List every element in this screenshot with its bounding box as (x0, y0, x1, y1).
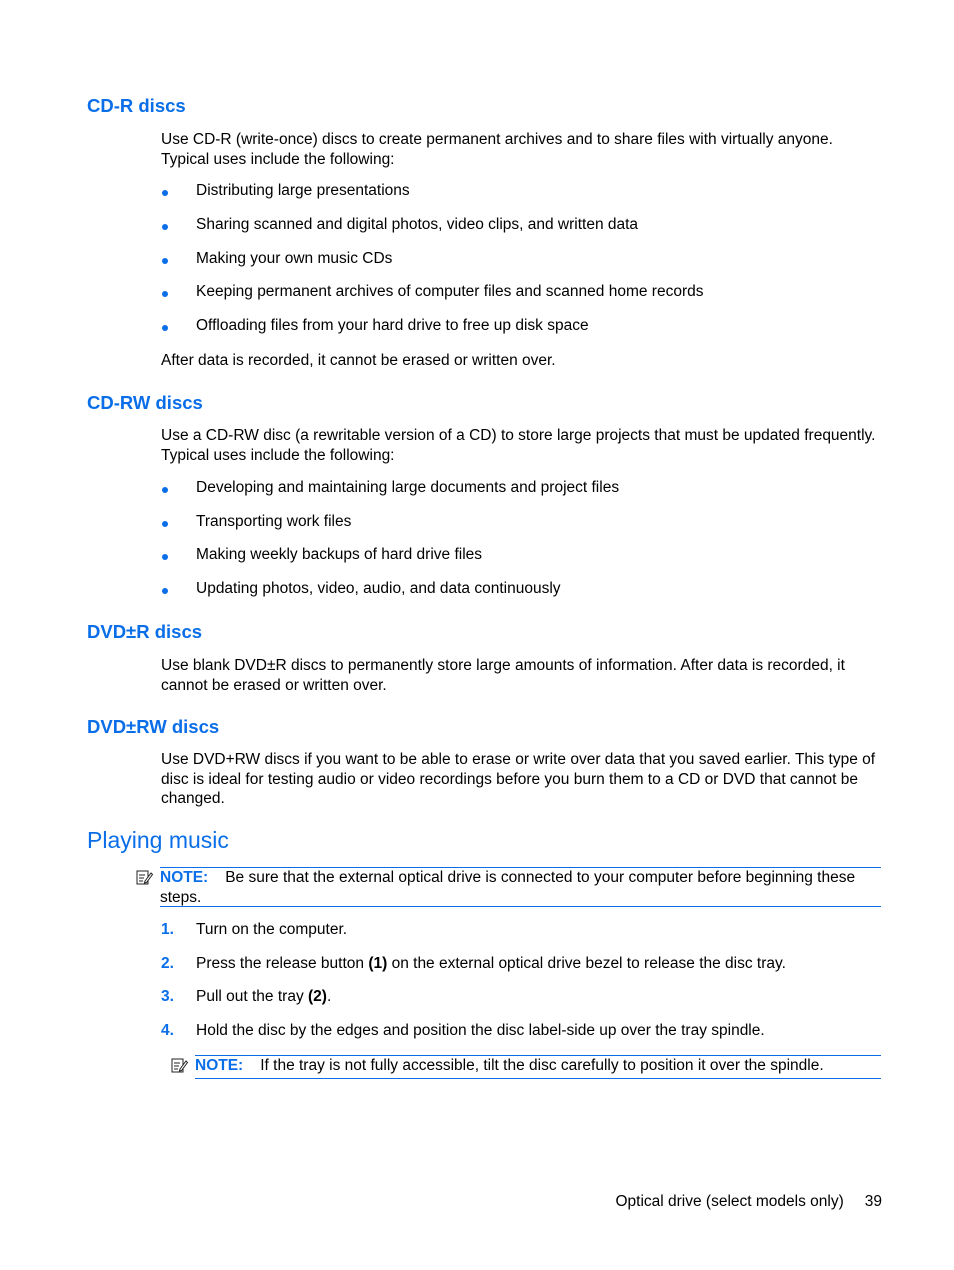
bullet-icon (162, 190, 168, 196)
bullet-icon (162, 487, 168, 493)
dvdr-heading: DVD±R discs (87, 621, 203, 642)
document-page: CD-R discs Use CD-R (write-once) discs to create permanent archives and to share files with virtually anyone. Typical uses include the following: Distributing large presentations Sharing scanned and digital photos, video clips, and written data Making your own music CDs Keeping permanent archives of computer files and scanned home records Offloading files from your hard drive to free up disk space After data is recorded, it cannot be erased or written over. CD-RW discs Use a CD-RW disc (a rewritable version of a CD) to store large projects that must be updated frequently. Typical uses include the following: Developing and maintaining large documents and project files Transporting work files Making weekly backups of hard drive files Updating photos, video, audio, and data continuously DVD±R discs Use blank DVD±R discs to permanently store large amounts of information. After data is recorded, it cannot be erased or written over. DVD±RW discs Use DVD+RW discs if you want to be able to erase or write over data that you saved earlier. This type of disc is ideal for testing audio or video recordings before you burn them to a CD or DVD that cannot be changed. Playing music NOTE: Be sure that the external optical drive is connected to your computer before beginning these steps. 1. Turn on the computer. 2. Press the release button (1) on the external optical drive bezel to release the disc tray. 3. Pull out the tray (2). 4. Hold the disc by the edges and position the disc label-side up over the tray spindle. NOTE: If the tray is not fully accessible, tilt the disc carefully to position it over the spindle. Optical drive (select models only) 39 (87, 95, 882, 1210)
note-bottom-rule (195, 1078, 881, 1079)
note-label: NOTE: (195, 1057, 244, 1074)
step-number: 3. (161, 988, 174, 1005)
bullet-icon (162, 325, 168, 331)
bullet-icon (162, 554, 168, 560)
cdr-heading: CD-R discs (87, 95, 186, 116)
bullet-icon (162, 224, 168, 230)
dvdr-body: Use blank DVD±R discs to permanently store large amounts of information. After data is recorded, it cannot be erased or written over. (161, 657, 845, 694)
cdr-intro: Use CD-R (write-once) discs to create permanent archives and to share files with virtually anyone. Typical uses include the following: (161, 131, 833, 168)
note-text: If the tray is not fully accessible, tilt the disc carefully to position it over the spindle. (260, 1057, 824, 1074)
footer-label: Optical drive (select models only) (615, 1193, 844, 1210)
step-number: 4. (161, 1022, 174, 1039)
dvdrw-heading: DVD±RW discs (87, 716, 220, 737)
bullet-icon (162, 588, 168, 594)
cdrw-intro: Use a CD-RW disc (a rewritable version of a CD) to store large projects that must be updated frequently. Typical uses include the following: (161, 427, 876, 464)
step-text: Pull out the tray (2). (196, 988, 332, 1005)
bullet-icon (162, 521, 168, 527)
note-1 (160, 868, 882, 907)
note-bottom-rule (160, 906, 881, 907)
cdr-outro: After data is recorded, it cannot be erased or written over. (161, 352, 556, 369)
step-text: Turn on the computer. (196, 921, 348, 938)
dvdrw-body: Use DVD+RW discs if you want to be able to erase or write over data that you saved earlier. This type of disc is ideal for testing audio or video recordings before you burn them to a CD or DVD that cannot be changed. (161, 751, 876, 807)
callout-number: (1) (368, 955, 388, 972)
step-number: 1. (161, 921, 174, 938)
bullet-icon (162, 291, 168, 297)
step-text: Press the release button (1) on the external optical drive bezel to release the disc tray. (196, 955, 786, 972)
step-text: Hold the disc by the edges and position the disc label-side up over the tray spindle. (196, 1022, 765, 1039)
bullet-icon (162, 258, 168, 264)
step-number: 2. (161, 955, 174, 972)
note-pencil-icon (171, 1057, 188, 1074)
note-label: NOTE: (160, 869, 209, 886)
page-footer (615, 1193, 882, 1211)
page-number: 39 (864, 1193, 882, 1210)
cdrw-heading: CD-RW discs (87, 392, 203, 413)
callout-number: (2) (308, 988, 327, 1005)
note-pencil-icon (136, 869, 153, 886)
playing-music-heading: Playing music (87, 827, 229, 853)
note-2 (195, 1056, 824, 1076)
note-text: Be sure that the external optical drive is connected to your computer before beginning these steps. (160, 869, 856, 906)
